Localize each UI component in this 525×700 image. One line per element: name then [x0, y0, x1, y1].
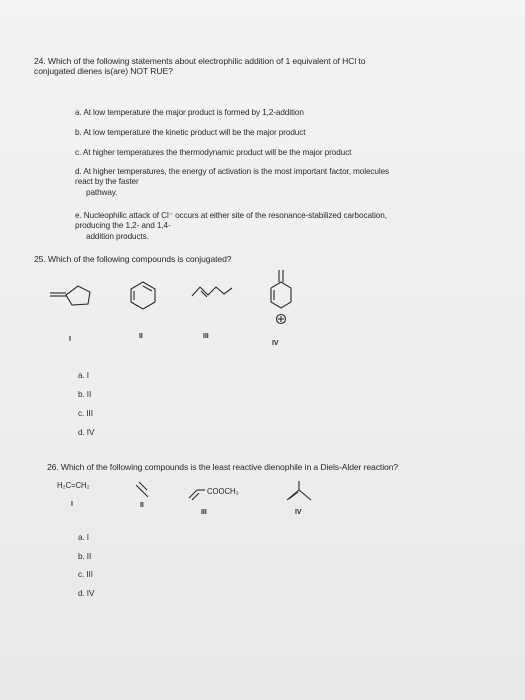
q26-ethylene-formula: H₂C=CH₂ [57, 481, 90, 490]
q24-option-e-line2: producing the 1,2- and 1,4- [75, 221, 171, 230]
q24-option-d-line2: react by the faster [75, 177, 139, 186]
q25-structure-II [128, 280, 158, 310]
q24-option-e-line1: e. Nucleophilic attack of Cl⁻ occurs at either site of the resonance-stabilized carbocation, [75, 211, 387, 220]
q24-option-b: b. At low temperature the kinetic product will be the major product [75, 128, 306, 137]
q25-choice-b: b. II [78, 390, 92, 399]
q26-structure-II [134, 481, 154, 499]
q25-choice-d: d. IV [78, 428, 95, 437]
q24-stem-line1: 24. Which of the following statements about electrophilic addition of 1 equivalent of HCl to [34, 56, 366, 66]
q25-structure-I [48, 278, 98, 308]
q25-choice-a: a. I [78, 371, 89, 380]
q24-option-a: a. At low temperature the major product is formed by 1,2-addition [75, 108, 304, 117]
q26-stem: 26. Which of the following compounds is the least reactive dienophile in a Diels-Alder reaction? [47, 462, 399, 472]
q26-label-IV: IV [295, 509, 302, 516]
q24-option-d-line3: pathway. [86, 188, 118, 197]
q25-label-I: I [69, 336, 71, 343]
q24-option-c: c. At higher temperatures the thermodynamic product will be the major product [75, 148, 352, 157]
q24-option-d-line1: d. At higher temperatures, the energy of activation is the most important factor, molecules [75, 167, 390, 176]
q26-ester-label: COOCH₃ [207, 487, 239, 496]
q26-choice-d: d. IV [78, 589, 95, 598]
q26-label-I: I [71, 501, 73, 508]
q25-stem: 25. Which of the following compounds is conjugated? [34, 254, 232, 264]
q25-structure-III [190, 282, 235, 302]
q26-structure-IV [283, 479, 315, 503]
q26-choice-a: a. I [78, 533, 89, 542]
q26-choice-c: c. III [78, 570, 93, 579]
q25-choice-c: c. III [78, 409, 93, 418]
q26-choice-b: b. II [78, 552, 92, 561]
q26-label-II: II [140, 502, 144, 509]
q25-label-II: II [139, 333, 143, 340]
q25-structure-IV [265, 268, 297, 330]
q25-label-III: III [203, 333, 209, 340]
q24-option-e-line3: addition products. [86, 232, 149, 241]
q26-structure-III [187, 484, 209, 502]
q25-label-IV: IV [272, 340, 279, 347]
q24-stem-line2: conjugated dienes is(are) NOT RUE? [34, 66, 173, 76]
q26-label-III: III [201, 509, 207, 516]
